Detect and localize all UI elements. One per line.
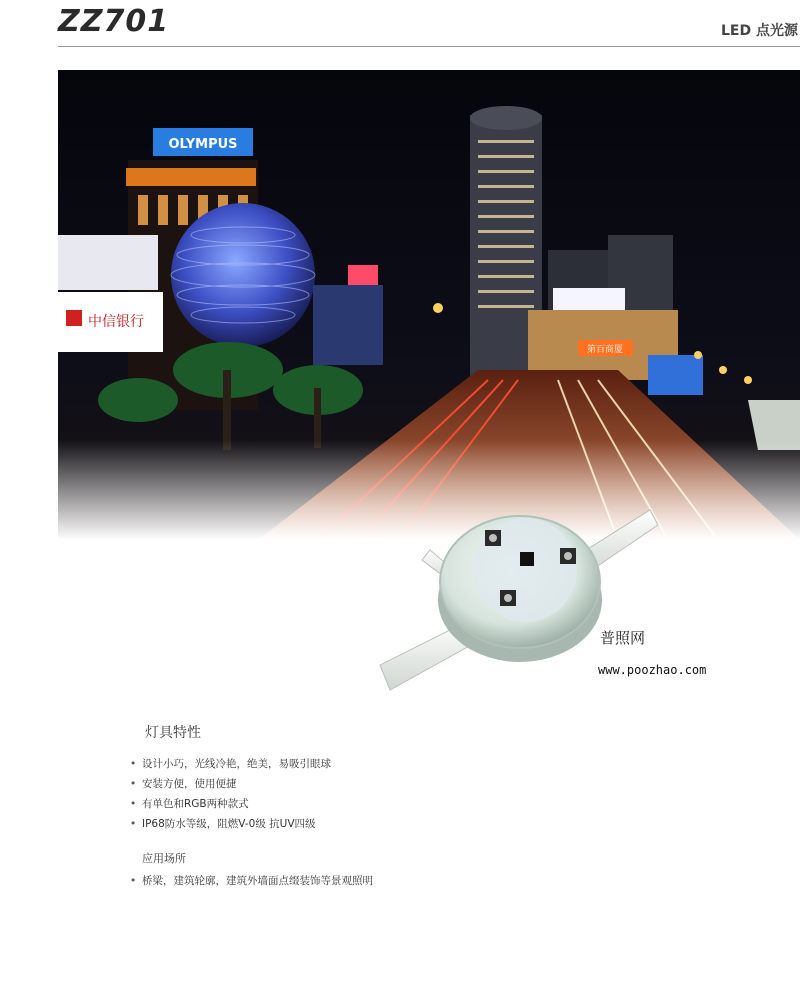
list-item: • 设计小巧，光线冷艳，绝美，易吸引眼球 <box>130 754 331 774</box>
olympus-sign: OLYMPUS <box>168 137 238 152</box>
features-list <box>130 754 331 834</box>
category-label: LED 点光源 <box>721 23 798 39</box>
watermark-url: www.poozhao.com <box>598 663 707 677</box>
bank-sign: 中信银行 <box>88 314 144 330</box>
features-heading: 灯具特性 <box>145 725 201 741</box>
list-item: • IP68防水等级，阻燃V-0级 抗UV四级 <box>130 814 331 834</box>
night-city-photo <box>58 70 800 540</box>
list-item: • 安装方便，使用便捷 <box>130 774 331 794</box>
list-item: • 有单色和RGB两种款式 <box>130 794 331 814</box>
applications-list <box>130 871 373 891</box>
shop-sign: 第百商厦 <box>586 345 624 355</box>
led-point-light-product-image <box>360 490 660 710</box>
header-divider <box>58 46 800 47</box>
watermark-site-name: 普照网 <box>600 629 646 647</box>
model-title: ZZ701 <box>58 4 170 39</box>
list-item: • 桥梁，建筑轮廓，建筑外墙面点缀装饰等景观照明 <box>130 871 373 891</box>
applications-heading: 应用场所 <box>142 852 186 865</box>
